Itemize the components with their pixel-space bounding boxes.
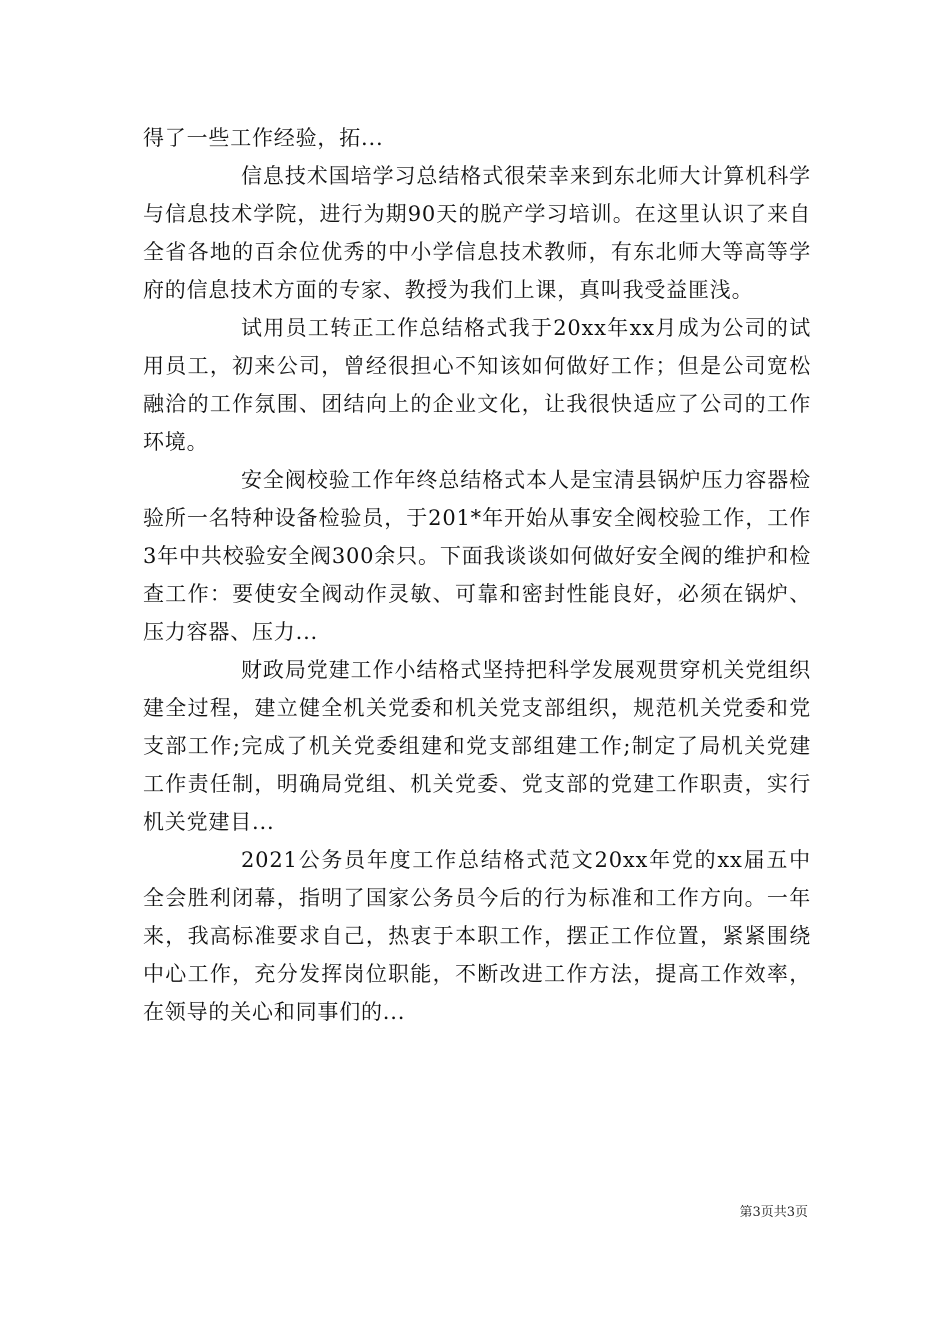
paragraph-civil-servant-summary: 2021公务员年度工作总结格式范文20xx年党的xx届五中全会胜利闭幕，指明了国家公务员今后的行为标准和工作方向。一年来，我高标准要求自己，热衷于本职工作，摆正工作位置，紧紧围绕中心工作，充分发挥岗位职能，不断改进工作方法，提高工作效率，在领导的关心和同事们的... xyxy=(143,848,811,1024)
paragraph-finance-party-summary: 财政局党建工作小结格式坚持把科学发展观贯穿机关党组织建全过程，建立健全机关党委和机关党支部组织，规范机关党委和党支部工作;完成了机关党委组建和党支部组建工作;制定了局机关党建工作责任制，明确局党组、机关党委、党支部的党建工作职责，实行机关党建目... xyxy=(143,658,811,834)
paragraph-continuation: 得了一些工作经验，拓... xyxy=(143,126,384,150)
paragraph-it-training-summary: 信息技术国培学习总结格式很荣幸来到东北师大计算机科学与信息技术学院，进行为期90天的脱产学习培训。在这里认识了来自全省各地的百余位优秀的中小学信息技术教师，有东北师大等高等学府的信息技术方面的专家、教授为我们上课，真叫我受益匪浅。 xyxy=(143,164,811,302)
document-body xyxy=(143,119,811,1031)
paragraph-safety-valve-summary: 安全阀校验工作年终总结格式本人是宝清县锅炉压力容器检验所一名特种设备检验员，于201*年开始从事安全阀校验工作，工作3年中共校验安全阀300余只。下面我谈谈如何做好安全阀的维护和检查工作：要使安全阀动作灵敏、可靠和密封性能良好，必须在锅炉、压力容器、压力... xyxy=(143,468,811,644)
paragraph-probation-summary: 试用员工转正工作总结格式我于20xx年xx月成为公司的试用员工，初来公司，曾经很担心不知该如何做好工作；但是公司宽松融洽的工作氛围、团结向上的企业文化，让我很快适应了公司的工作环境。 xyxy=(143,316,811,454)
page-number: 第3页共3页 xyxy=(739,1205,808,1220)
